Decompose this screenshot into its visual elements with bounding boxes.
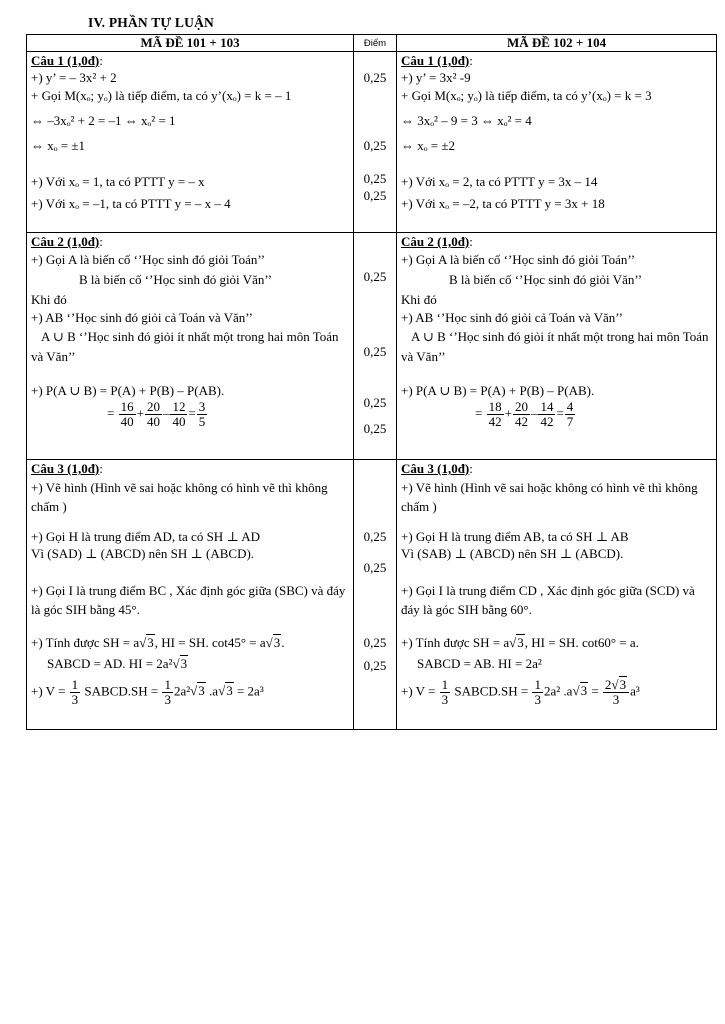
- q2-right-line6: +) P(A ∪ B) = P(A) + P(B) – P(AB).: [401, 383, 595, 398]
- answer-table: [26, 34, 717, 730]
- q3-left-line4: +) Gọi I là trung điểm BC , Xác định góc giữa (SBC) và đáy là góc SIH bằng 45°.: [31, 583, 346, 617]
- q1-left-cell: Câu 1 (1,0đ): +) y’ = – 3x² + 2 + Gọi M(xₒ; yₒ) là tiếp điểm, ta có y’(xₒ) = k = – 1 ⇔ –3xₒ² + 2 = –1 ⇔ xₒ² = 1 ⇔ xₒ = ±1 +) Với xₒ = 1, ta có PTTT y = – x +) Với xₒ = –1, ta có PTTT y = – x – 4: [27, 52, 353, 232]
- q2-right-line4: +) AB ‘’Học sinh đó giỏi cả Toán và Văn’’: [401, 310, 623, 325]
- q1-left-line1: +) y’ = – 3x² + 2: [31, 70, 117, 85]
- q3-right-cell: Câu 3 (1,0đ): +) Vẽ hình (Hình vẽ sai hoặc không có hình vẽ thì không chấm ) +) Gọi H là trung điểm AB, ta có SH ⊥ AB Vì (SAB) ⊥ (ABCD) nên SH ⊥ (ABCD). +) Gọi I là trung điểm CD , Xác định góc giữa (SCD) và đáy là góc SIH bằng 60°. +) Tính được SH = a√3, HI = SH. cot60° = a. SABCD = AB. HI = 2a² +) V = $\frac{1}{3}$ SABCD.SH = $\frac{1}{3}$ 2a² .a√3 = $\frac{2√3}{3}$ a³: [397, 460, 716, 729]
- q1-right-title: Câu 1 (1,0đ): [401, 53, 470, 68]
- q2-right-line5: A ∪ B ‘’Học sinh đó giỏi ít nhất một trong hai môn Toán và Văn’’: [401, 329, 709, 364]
- q3-point: 0,25: [363, 560, 387, 575]
- question-1-row: [27, 52, 717, 233]
- question-2-row: [27, 233, 717, 460]
- section-heading: IV. PHẦN TỰ LUẬN: [88, 15, 214, 30]
- q3-left-line5: +) Tính được SH = a√3, HI = SH. cot45° = a√3.: [31, 635, 285, 650]
- fraction: $\frac{20}{40}$: [146, 399, 160, 429]
- q1-left-line3: ⇔ –3xₒ² + 2 = –1 ⇔ xₒ² = 1: [31, 113, 176, 128]
- q2-left-line3: Khi đó: [31, 292, 67, 307]
- q2-right-line1: +) Gọi A là biến cố ‘’Học sinh đó giỏi Toán’’: [401, 252, 636, 267]
- q1-point: 0,25: [363, 70, 387, 85]
- q2-left-line5: A ∪ B ‘’Học sinh đó giỏi ít nhất một trong hai môn Toán và Văn’’: [31, 329, 339, 364]
- q2-left-fraction-sum: = $\frac{16}{40}$ + $\frac{20}{40}$ – $\frac{12}{40}$ = $\frac{3}{5}$: [107, 399, 206, 429]
- fraction: $\frac{3}{5}$: [198, 399, 206, 429]
- q1-left-line6: +) Với xₒ = –1, ta có PTTT y = – x – 4: [31, 196, 231, 211]
- q3-left-line1: +) Vẽ hình (Hình vẽ sai hoặc không có hình vẽ thì không chấm ): [31, 480, 328, 514]
- q1-right-line1: +) y’ = 3x² -9: [401, 70, 471, 85]
- q2-left-cell: Câu 2 (1,0đ): +) Gọi A là biến cố ‘’Học sinh đó giỏi Toán’’ B là biến cố ‘’Học sinh đó giỏi Văn’’ Khi đó +) AB ‘’Học sinh đó giỏi cả Toán và Văn’’ A ∪ B ‘’Học sinh đó giỏi ít nhất một trong hai môn Toán và Văn’’ +) P(A ∪ B) = P(A) + P(B) – P(AB). = $\frac{16}{40}$ + $\frac{20}{40}$ – $\frac{12}{40}$ = $\frac{3}{5}$: [27, 233, 353, 459]
- q2-left-title: Câu 2 (1,0đ): [31, 234, 100, 249]
- q3-left-line3: Vì (SAD) ⊥ (ABCD) nên SH ⊥ (ABCD).: [31, 546, 255, 561]
- q3-point: 0,25: [363, 529, 387, 544]
- q1-left-line2: + Gọi M(xₒ; yₒ) là tiếp điểm, ta có y’(xₒ) = k = – 1: [31, 88, 292, 103]
- q1-point: 0,25: [363, 171, 387, 186]
- q1-left-line5: +) Với xₒ = 1, ta có PTTT y = – x: [31, 174, 205, 189]
- q3-left-line2: +) Gọi H là trung điểm AD, ta có SH ⊥ AD: [31, 529, 260, 544]
- q3-left-cell: Câu 3 (1,0đ): +) Vẽ hình (Hình vẽ sai hoặc không có hình vẽ thì không chấm ) +) Gọi H là trung điểm AD, ta có SH ⊥ AD Vì (SAD) ⊥ (ABCD) nên SH ⊥ (ABCD). +) Gọi I là trung điểm BC , Xác định góc giữa (SBC) và đáy là góc SIH bằng 45°. +) Tính được SH = a√3, HI = SH. cot45° = a√3. SABCD = AD. HI = 2a²√3 +) V = $\frac{1}{3}$ SABCD.SH = $\frac{1}{3}$ 2a²√3 .a√3 = 2a³: [27, 460, 353, 729]
- q1-left-line4: ⇔ xₒ = ±1: [31, 138, 85, 153]
- fraction: $\frac{1}{3}$: [441, 677, 449, 707]
- q2-point: 0,25: [363, 269, 387, 284]
- fraction: $\frac{4}{7}$: [566, 399, 574, 429]
- q2-left-line6: +) P(A ∪ B) = P(A) + P(B) – P(AB).: [31, 383, 225, 398]
- fraction: $\frac{18}{42}$: [488, 399, 502, 429]
- q1-right-line2: + Gọi M(xₒ; yₒ) là tiếp điểm, ta có y’(xₒ) = k = 3: [401, 88, 652, 103]
- fraction: $\frac{1}{3}$: [71, 677, 79, 707]
- q2-points-cell: [354, 233, 396, 459]
- q2-point: 0,25: [363, 421, 387, 436]
- q3-right-line2: +) Gọi H là trung điểm AB, ta có SH ⊥ AB: [401, 529, 629, 544]
- q3-right-line5: +) Tính được SH = a√3, HI = SH. cot60° = a.: [401, 635, 639, 650]
- question-3-row: [27, 460, 717, 730]
- q1-left-title: Câu 1 (1,0đ): [31, 53, 100, 68]
- q3-right-line1: +) Vẽ hình (Hình vẽ sai hoặc không có hình vẽ thì không chấm ): [401, 480, 698, 514]
- q3-point: 0,25: [363, 635, 387, 650]
- q1-right-cell: Câu 1 (1,0đ): +) y’ = 3x² -9 + Gọi M(xₒ; yₒ) là tiếp điểm, ta có y’(xₒ) = k = 3 ⇔ 3xₒ² – 9 = 3 ⇔ xₒ² = 4 ⇔ xₒ = ±2 +) Với xₒ = 2, ta có PTTT y = 3x – 14 +) Với xₒ = –2, ta có PTTT y = 3x + 18: [397, 52, 716, 232]
- header-row: [27, 35, 717, 52]
- q1-right-line3: ⇔ 3xₒ² – 9 = 3 ⇔ xₒ² = 4: [401, 113, 532, 128]
- q3-left-title: Câu 3 (1,0đ): [31, 461, 100, 476]
- q3-points-cell: [354, 460, 396, 729]
- q1-point: 0,25: [363, 188, 387, 203]
- q2-point: 0,25: [363, 395, 387, 410]
- header-right: MÃ ĐỀ 102 + 104: [397, 35, 717, 52]
- q3-left-line7: +) V = $\frac{1}{3}$ SABCD.SH = $\frac{1}{3}$ 2a²√3 .a√3 = 2a³: [31, 677, 264, 707]
- fraction: $\frac{2√3}{3}$: [603, 678, 629, 707]
- q2-point: 0,25: [363, 344, 387, 359]
- fraction: $\frac{12}{40}$: [172, 399, 186, 429]
- q3-right-title: Câu 3 (1,0đ): [401, 461, 470, 476]
- q1-point: 0,25: [363, 138, 387, 153]
- q3-right-line7: +) V = $\frac{1}{3}$ SABCD.SH = $\frac{1}{3}$ 2a² .a√3 = $\frac{2√3}{3}$ a³: [401, 677, 640, 707]
- fraction: $\frac{14}{42}$: [540, 399, 554, 429]
- fraction: $\frac{16}{40}$: [120, 399, 134, 429]
- header-points: Điểm: [354, 35, 397, 52]
- q2-left-line2: B là biến cố ‘’Học sinh đó giỏi Văn’’: [79, 272, 273, 287]
- q2-right-line2: B là biến cố ‘’Học sinh đó giỏi Văn’’: [449, 272, 643, 287]
- fraction: $\frac{1}{3}$: [534, 677, 541, 707]
- q1-right-line5: +) Với xₒ = 2, ta có PTTT y = 3x – 14: [401, 174, 598, 189]
- q3-left-line6: SABCD = AD. HI = 2a²√3: [47, 656, 188, 671]
- q1-right-line6: +) Với xₒ = –2, ta có PTTT y = 3x + 18: [401, 196, 605, 211]
- q2-left-line4: +) AB ‘’Học sinh đó giỏi cả Toán và Văn’’: [31, 310, 253, 325]
- fraction: $\frac{1}{3}$: [164, 677, 171, 707]
- q2-right-cell: Câu 2 (1,0đ): +) Gọi A là biến cố ‘’Học sinh đó giỏi Toán’’ B là biến cố ‘’Học sinh đó giỏi Văn’’ Khi đó +) AB ‘’Học sinh đó giỏi cả Toán và Văn’’ A ∪ B ‘’Học sinh đó giỏi ít nhất một trong hai môn Toán và Văn’’ +) P(A ∪ B) = P(A) + P(B) – P(AB). = $\frac{18}{42}$ + $\frac{20}{42}$ – $\frac{14}{42}$ = $\frac{4}{7}$: [397, 233, 716, 459]
- q1-right-line4: ⇔ xₒ = ±2: [401, 138, 455, 153]
- q3-point: 0,25: [363, 658, 387, 673]
- q2-right-fraction-sum: = $\frac{18}{42}$ + $\frac{20}{42}$ – $\frac{14}{42}$ = $\frac{4}{7}$: [475, 399, 574, 429]
- q2-left-line1: +) Gọi A là biến cố ‘’Học sinh đó giỏi Toán’’: [31, 252, 266, 267]
- q3-right-line3: Vì (SAB) ⊥ (ABCD) nên SH ⊥ (ABCD).: [401, 546, 624, 561]
- q3-right-line4: +) Gọi I là trung điểm CD , Xác định góc giữa (SCD) và đáy là góc SIH bằng 60°.: [401, 583, 695, 617]
- q2-right-title: Câu 2 (1,0đ): [401, 234, 470, 249]
- header-left: MÃ ĐỀ 101 + 103: [27, 35, 354, 52]
- q1-points-cell: [354, 52, 396, 232]
- q3-right-line6: SABCD = AB. HI = 2a²: [417, 656, 542, 671]
- q2-right-line3: Khi đó: [401, 292, 437, 307]
- fraction: $\frac{20}{42}$: [514, 399, 528, 429]
